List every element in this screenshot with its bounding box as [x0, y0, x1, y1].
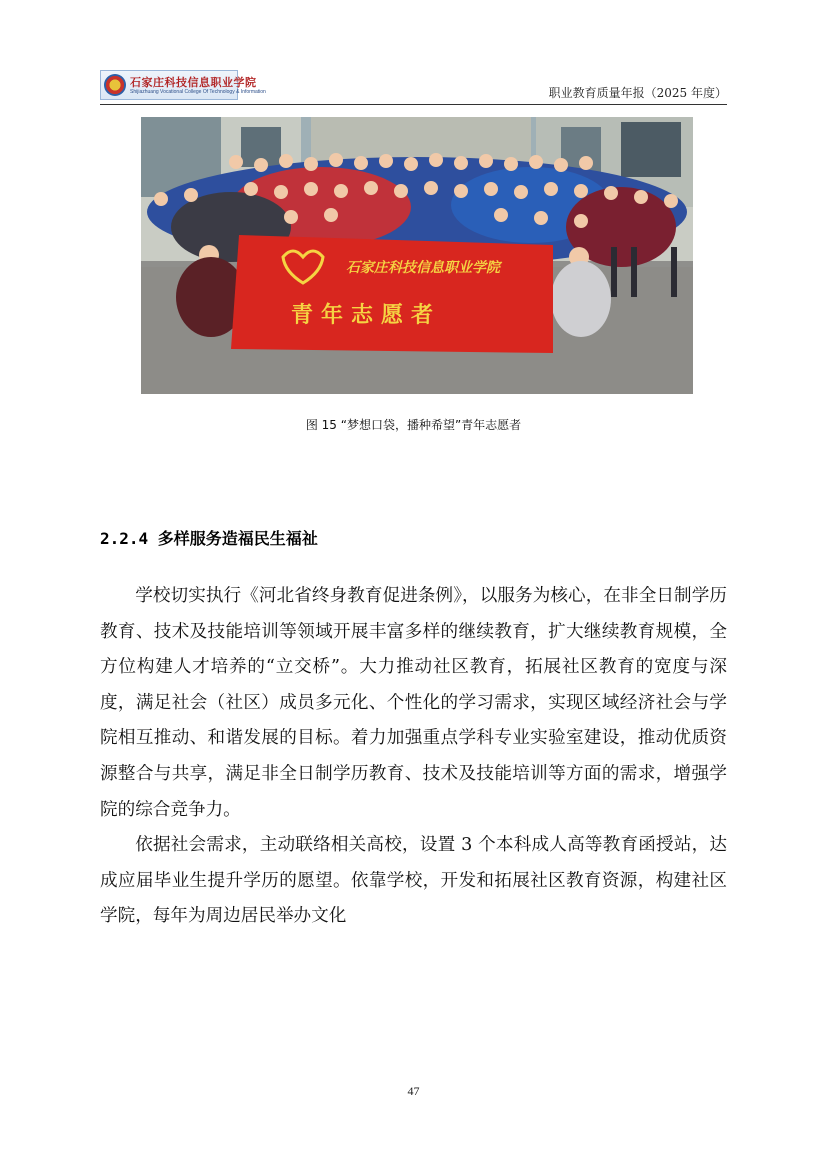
report-title: 职业教育质量年报（2025 年度）	[548, 86, 727, 100]
section-heading: 2.2.4 多样服务造福民生福祉	[100, 529, 318, 548]
page-number: 47	[407, 1084, 420, 1098]
logo-subtext: Shijiazhuang Vocational College Of Technology & Information	[130, 89, 266, 95]
volunteer-group-photo	[141, 117, 693, 394]
section-body	[100, 579, 727, 935]
school-seal-icon	[104, 74, 126, 96]
banner-slogan-text: 青年志愿者	[291, 302, 442, 328]
header-divider	[100, 104, 727, 105]
logo-text: 石家庄科技信息职业学院	[130, 76, 257, 89]
school-logo	[100, 70, 266, 100]
figure-caption: 图 15 “梦想口袋，播种希望”青年志愿者	[305, 418, 522, 432]
banner-school-text: 石家庄科技信息职业学院	[346, 260, 500, 276]
page-header	[100, 66, 727, 104]
paragraph: 依据社会需求，主动联络相关高校，设置 3 个本科成人高等教育函授站，达成应届毕业生提升学历的愿望。依靠学校，开发和拓展社区教育资源，构建社区学院，每年为周边居民举办文化	[100, 835, 727, 927]
paragraph: 学校切实执行《河北省终身教育促进条例》，以服务为核心，在非全日制学历教育、技术及技能培训等领域开展丰富多样的继续教育，扩大继续教育规模，全方位构建人才培养的“立交桥”。大力推动社区教育，拓展社区教育的宽度与深度，满足社会（社区）成员多元化、个性化的学习需求，实现区域经济社会与学院相互推动、和谐发展的目标。着力加强重点学科专业实验室建设，推动优质资源整合与共享，满足非全日制学历教育、技术及技能培训等方面的需求，增强学院的综合竞争力。	[100, 586, 727, 820]
